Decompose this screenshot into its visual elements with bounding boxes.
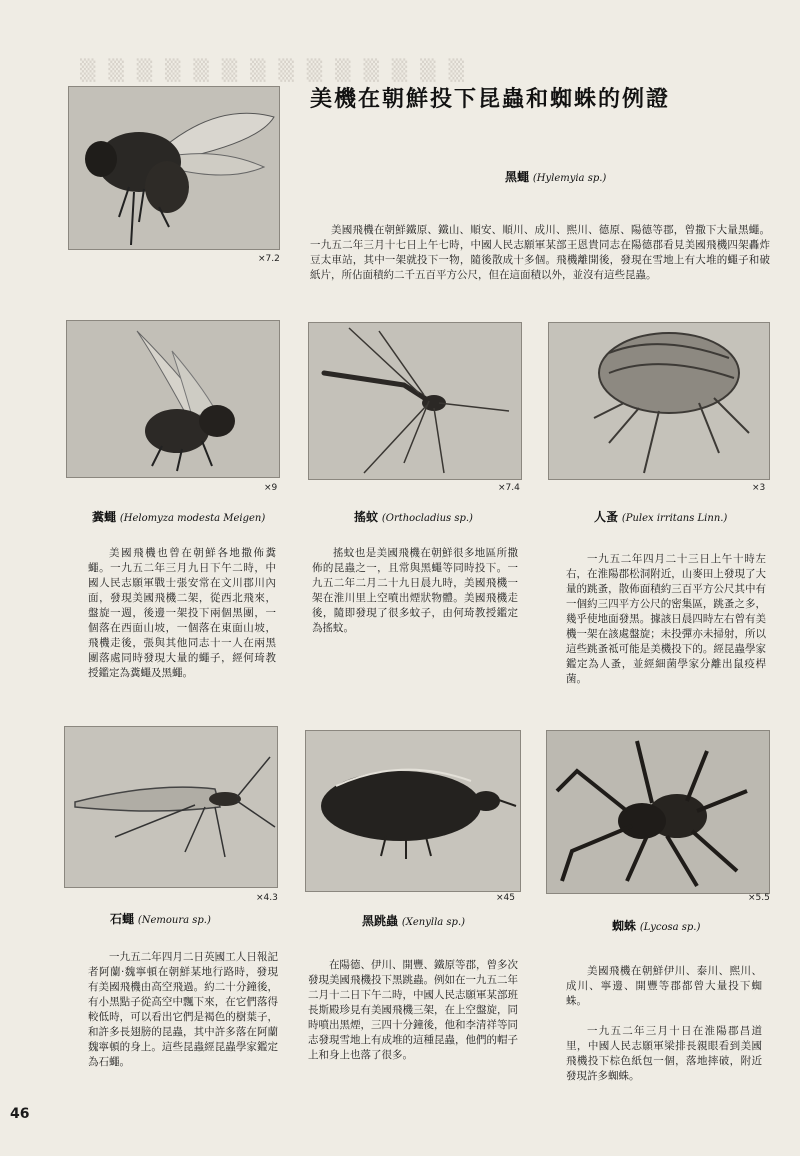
faint-show-through-text: ▒ ▒ ▒ ▒ ▒ ▒ ▒ ▒ ▒ ▒ ▒ ▒ ▒ ▒ [80, 58, 467, 82]
black-fly-photo [68, 86, 280, 250]
stonefly-image [65, 727, 277, 887]
flea-name-lat: (Pulex irritans Linn.) [621, 513, 728, 524]
springtail-name-cn: 黑跳蟲 [362, 914, 399, 928]
springtail-magnification: ×45 [496, 893, 515, 903]
midge-caption [354, 508, 473, 525]
midge-image [309, 323, 521, 479]
midge-name-lat: (Orthocladius sp.) [381, 513, 473, 524]
flea-text: 一九五二年四月二十三日上午十時左右，在淮陽郡松洞附近，山麥田上發現了大量的跳蚤，散佈面積約三百平方公尺其中有一個約三四平方公尺的密集區，跳蚤之多，幾乎使地面發黑。據該日晨四時左右曾有美機一架在該處盤旋；未投彈亦未掃射，所以這些跳蚤祗可能是美機投下的。經昆蟲學家鑑定為人蚤，並經細菌學家分離出鼠疫桿菌。 [566, 553, 766, 685]
springtail-image [306, 731, 520, 891]
black-fly-name-cn: 黑蠅 [505, 170, 530, 184]
flea-image [549, 323, 769, 479]
midge-photo [308, 322, 522, 480]
spider-name-lat: (Lycosa sp.) [639, 922, 701, 933]
spider-photo [546, 730, 770, 894]
spider-magnification: ×5.5 [748, 893, 770, 903]
manure-fly-name-lat: (Helomyza modesta Meigen) [119, 513, 266, 524]
manure-fly-photo [66, 320, 280, 478]
stonefly-name-lat: (Nemoura sp.) [137, 915, 211, 926]
flea-magnification: ×3 [752, 483, 766, 493]
stonefly-photo [64, 726, 278, 888]
manure-fly-name-cn: 糞蠅 [92, 510, 117, 524]
manure-fly-image [67, 321, 279, 477]
page-number: 46 [10, 1106, 30, 1122]
manure-fly-caption [92, 508, 265, 525]
stonefly-text: 一九五二年四月二日英國工人日報記者阿蘭·魏寧頓在朝鮮某地行路時，發現有美國飛機由高空飛過。約二十分鐘後，有小黑點子從高空中飄下來，在它們落得較低時，可以看出它們是褐色的樹葉子，和許多長翅膀的昆蟲，其中許多落在阿蘭魏寧頓的身上。這些昆蟲經昆蟲學家鑑定為石蠅。 [88, 951, 278, 1068]
springtail-photo [305, 730, 521, 892]
flea-name-cn: 人蚤 [594, 510, 619, 524]
manure-fly-text: 美國飛機也曾在朝鮮各地撒佈糞蠅。一九五二年三月九日下午二時，中國人民志願軍戰士張安常在文川郡川內面，發現美國飛機二架，從西北飛來，盤旋一週，後邊一架投下兩個黑團，一個落在西面山坡，一個落在東面山坡，飛機走後，張與其他同志十一人在兩黑團落處同時發現大量的蠅子，經何琦教授鑑定為糞蠅及黑蠅。 [88, 547, 276, 679]
spider-image [547, 731, 769, 893]
spider-caption [612, 917, 700, 934]
black-fly-image [69, 87, 279, 249]
stonefly-caption [110, 910, 211, 927]
spider-name-cn: 蜘蛛 [612, 919, 637, 933]
black-fly-caption [505, 168, 606, 185]
spider-text-2: 一九五二年三月十日在淮陽郡昌道里，中國人民志願軍梁排長親眼看到美國飛機投下棕色紙包一個，落地摔破，附近發現許多蜘蛛。 [566, 1025, 762, 1082]
midge-magnification: ×7.4 [498, 483, 520, 493]
flea-caption [594, 508, 727, 525]
springtail-caption [362, 912, 465, 929]
flea-photo [548, 322, 770, 480]
midge-text: 搖蚊也是美國飛機在朝鮮很多地區所撒佈的昆蟲之一，且常與黑蠅等同時投下。一九五二年二月二十九日晨九時，美國飛機一架在淮川里上空噴出煙狀物體。美國飛機走後，隨即發現了很多蚊子，由何琦教授鑑定為搖蚊。 [312, 547, 518, 634]
page-title: 美機在朝鮮投下昆蟲和蜘蛛的例證 [310, 86, 671, 112]
black-fly-text: 美國飛機在朝鮮鐵原、鐵山、順安、順川、成川、熙川、德原、陽德等郡，曾撒下大量黑蠅。一九五二年三月十七日上午七時，中國人民志願軍某部王恩貴同志在陽德郡看見美國飛機四架轟炸豆太車站，其中一架就投下一物，隨後散成十多個。飛機離開後，發現在雪地上有大堆的蠅子和破紙片，所佔面積約二千五百平方公尺，但在這面積以外，並沒有這些昆蟲。 [310, 224, 770, 281]
black-fly-magnification: ×7.2 [258, 254, 280, 264]
springtail-text: 在陽德、伊川、開豐、鐵原等郡，曾多次發現美國飛機投下黑跳蟲。例如在一九五二年二月十二日下午二時，中國人民志願軍某部班長斯殿珍見有美國飛機三架，在上空盤旋，同時噴出黑煙，三四十分鐘後，他和李清祥等同志發現雪地上有成堆的這種昆蟲，他們的帽子上和身上也落了很多。 [308, 959, 518, 1061]
stonefly-magnification: ×4.3 [256, 893, 278, 903]
black-fly-name-lat: (Hylemyia sp.) [532, 173, 607, 184]
spider-text-1: 美國飛機在朝鮮伊川、泰川、熙川、成川、寧邊、開豐等郡都曾大量投下蜘蛛。 [566, 965, 762, 1007]
manure-fly-magnification: ×9 [264, 483, 278, 493]
stonefly-name-cn: 石蠅 [110, 912, 135, 926]
midge-name-cn: 搖蚊 [354, 510, 379, 524]
springtail-name-lat: (Xenylla sp.) [401, 917, 466, 928]
